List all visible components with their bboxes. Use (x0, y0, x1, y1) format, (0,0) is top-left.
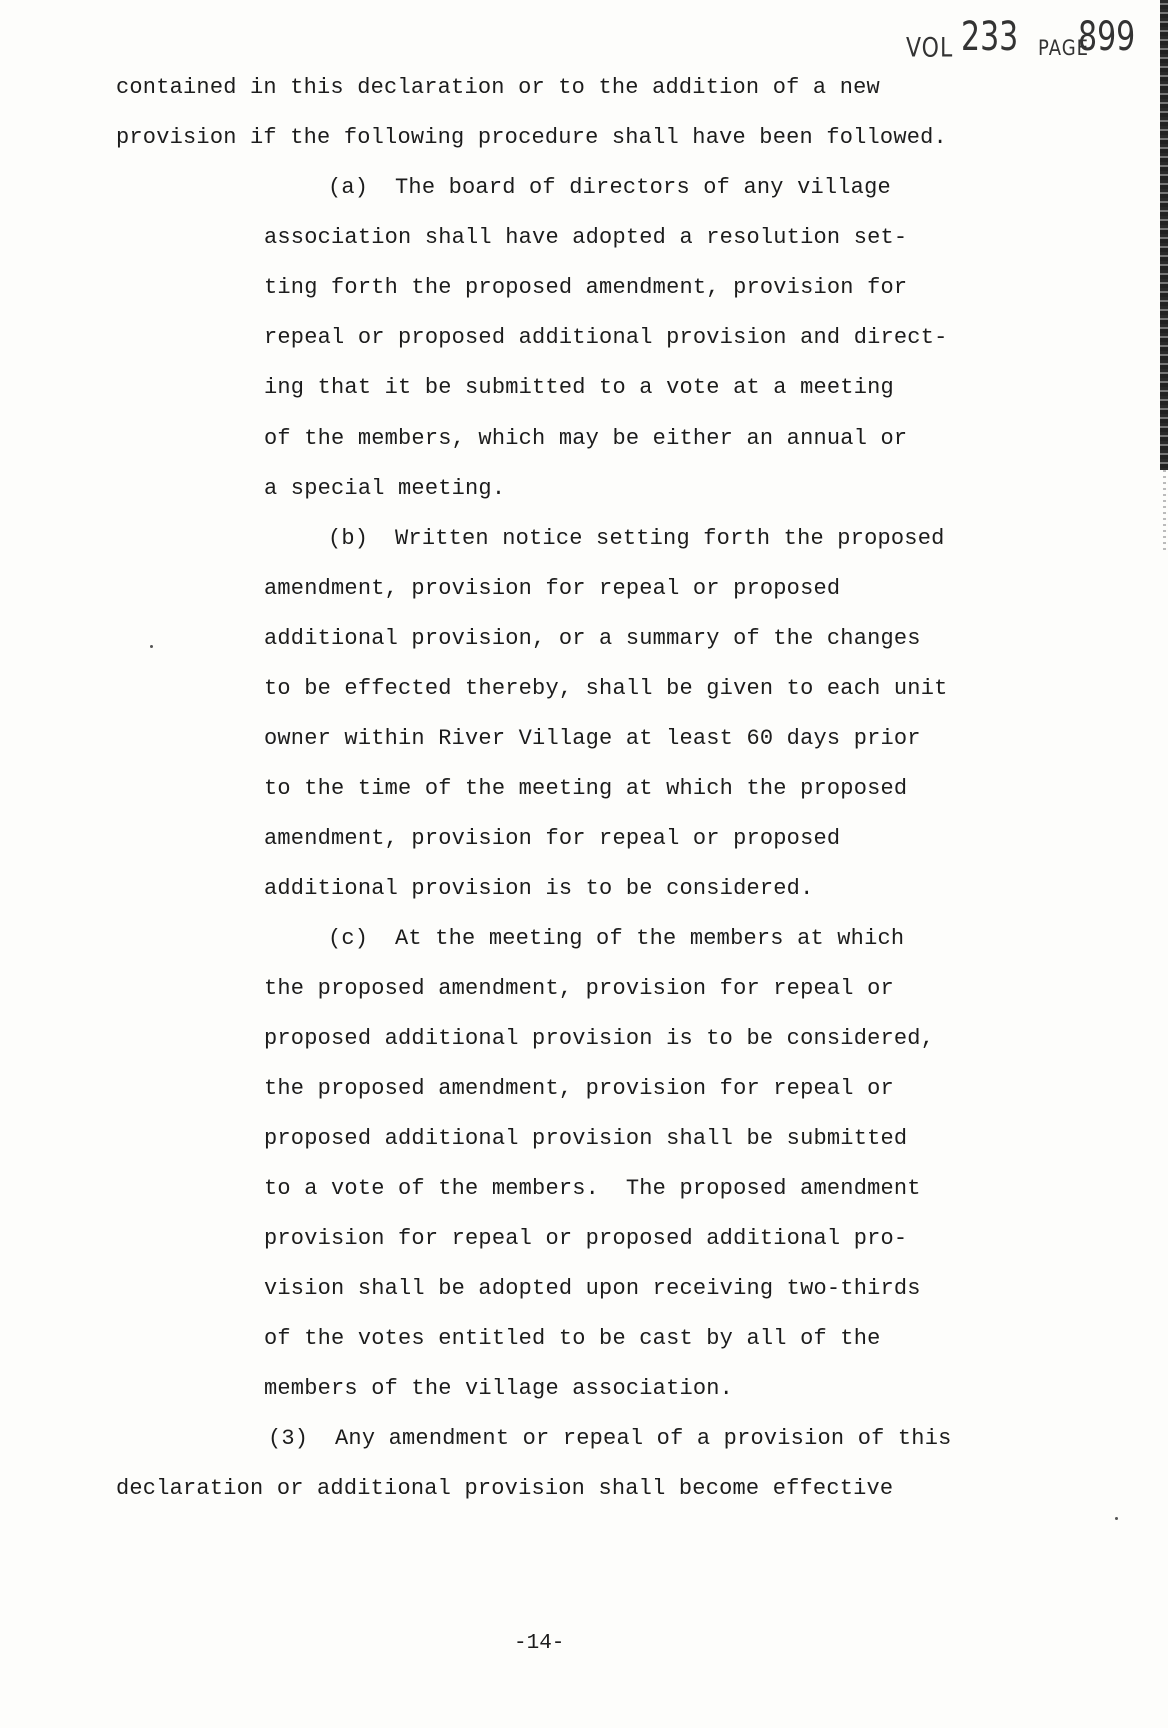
text-line: provision for repeal or proposed additional pro- (264, 1226, 908, 1251)
text-line: ing that it be submitted to a vote at a meeting (264, 375, 894, 400)
text-line: to the time of the meeting at which the proposed (264, 776, 908, 801)
text-line: (c) At the meeting of the members at which (328, 926, 905, 951)
text-line: the proposed amendment, provision for repeal or (264, 1076, 894, 1101)
scan-speck (150, 645, 153, 648)
text-line: vision shall be adopted upon receiving two-thirds (264, 1276, 921, 1301)
text-line: amendment, provision for repeal or proposed (264, 826, 841, 851)
text-line: additional provision is to be considered. (264, 876, 814, 901)
text-line: additional provision, or a summary of the changes (264, 626, 921, 651)
scan-speck (1115, 1517, 1118, 1520)
text-line: (a) The board of directors of any village (328, 175, 891, 200)
text-line: proposed additional provision shall be submitted (264, 1126, 908, 1151)
text-line: the proposed amendment, provision for repeal or (264, 976, 894, 1001)
text-line: provision if the following procedure shall have been followed. (116, 125, 947, 150)
text-line: contained in this declaration or to the addition of a new (116, 75, 880, 100)
page-number-stamp: 899 (1078, 14, 1136, 60)
scan-edge-faint (1163, 470, 1166, 550)
text-line: repeal or proposed additional provision and direct- (264, 325, 948, 350)
text-line: association shall have adopted a resolution set- (264, 225, 908, 250)
volume-page-stamp (906, 14, 1136, 64)
vol-label: VOL (906, 33, 954, 64)
text-line: a special meeting. (264, 476, 506, 501)
scan-edge-mark (1160, 0, 1168, 470)
text-line: proposed additional provision is to be considered, (264, 1026, 935, 1051)
text-line: of the votes entitled to be cast by all of the (264, 1326, 881, 1351)
text-line: ting forth the proposed amendment, provision for (264, 275, 908, 300)
text-line: of the members, which may be either an annual or (264, 426, 908, 451)
text-line: (3) Any amendment or repeal of a provision of this (268, 1426, 952, 1451)
text-line: to a vote of the members. The proposed amendment (264, 1176, 921, 1201)
text-line: amendment, provision for repeal or proposed (264, 576, 841, 601)
text-line: declaration or additional provision shall become effective (116, 1476, 894, 1501)
page-label: PAGE (1038, 35, 1090, 62)
text-line: (b) Written notice setting forth the proposed (328, 526, 945, 551)
text-line: owner within River Village at least 60 days prior (264, 726, 921, 751)
text-line: members of the village association. (264, 1376, 734, 1401)
page-footer-number: -14- (514, 1632, 565, 1655)
text-line: to be effected thereby, shall be given to each unit (264, 676, 948, 701)
vol-number: 233 (961, 14, 1019, 60)
